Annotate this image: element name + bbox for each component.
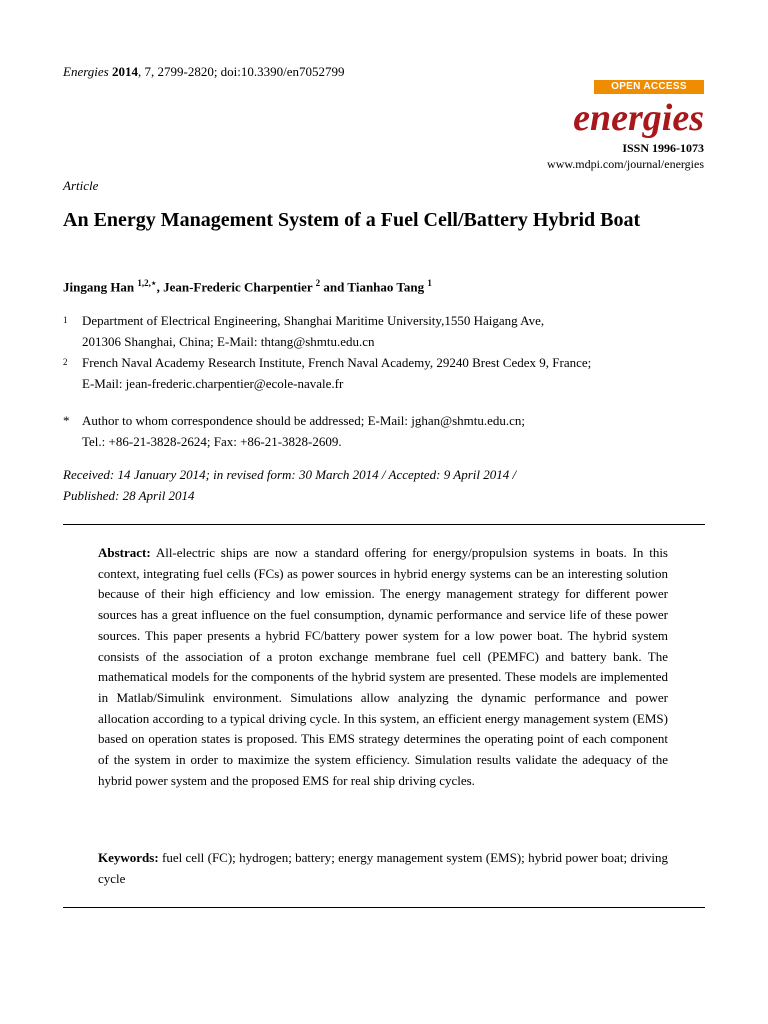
correspondence-mark: * xyxy=(63,413,70,428)
author-affiliation-mark: 1,2,⋆ xyxy=(137,278,157,288)
affiliation-text xyxy=(82,352,702,394)
affiliation-line: Department of Electrical Engineering, Shanghai Maritime University,1550 Haigang Ave, xyxy=(82,313,545,328)
correspondence-line: Tel.: +86-21-3828-2624; Fax: +86-21-3828-2609. xyxy=(82,434,342,449)
author-affiliation-mark: 1 xyxy=(427,278,432,288)
open-access-badge: OPEN ACCESS xyxy=(594,80,704,94)
journal-logo: energies xyxy=(573,97,704,139)
divider-bottom xyxy=(63,907,705,908)
dates-line: Published: 28 April 2014 xyxy=(63,488,195,503)
author-affiliation-mark: 2 xyxy=(315,278,321,288)
correspondence-line: Author to whom correspondence should be addressed; E-Mail: jghan@shmtu.edu.cn; xyxy=(82,413,526,428)
correspondence-note xyxy=(63,410,713,452)
affiliation-line: E-Mail: jean-frederic.charpentier@ecole-navale.fr xyxy=(82,376,344,391)
abstract-label: Abstract: xyxy=(98,545,151,560)
affiliation-mark: 2 xyxy=(63,357,68,367)
affiliation-2 xyxy=(63,352,713,394)
author-name: Jingang Han xyxy=(63,279,135,295)
issn: ISSN 1996-1073 xyxy=(622,141,704,155)
dates-line: Received: 14 January 2014; in revised form: 30 March 2014 / Accepted: 9 April 2014 / xyxy=(63,467,517,482)
author-separator: , xyxy=(156,279,164,295)
citation-volume-pages: , 7, 2799-2820; doi:10.3390/en7052799 xyxy=(137,64,345,79)
keywords-text: fuel cell (FC); hydrogen; battery; energy management system (EMS); hybrid power boat; driving cycle xyxy=(98,850,669,886)
author-list xyxy=(63,278,432,295)
publication-dates xyxy=(63,464,663,506)
article-title: An Energy Management System of a Fuel Cell/Battery Hybrid Boat xyxy=(63,209,641,231)
journal-url[interactable]: www.mdpi.com/journal/energies xyxy=(547,157,704,171)
article-type: Article xyxy=(63,178,99,193)
divider-top xyxy=(63,524,705,525)
affiliation-text xyxy=(82,310,702,352)
citation-year: 2014 xyxy=(111,64,138,79)
abstract-text: All-electric ships are now a standard offering for energy/propulsion systems in boats. In this context, integrating fuel cells (FCs) as power sources in hybrid energy systems can be an interesting solution because of their high efficiency and low emission. The energy management strategy for different power sources has a great influence on the fuel consumption, dynamic performance and service life of these power sources. This paper presents a hybrid FC/battery power system for a low power boat. The hybrid system consists of the association of a proton exchange membrane fuel cell (PEMFC) and battery bank. The mathematical models for the components of the hybrid system are presented. These models are implemented in Matlab/Simulink environment. Simulations allow analyzing the dynamic performance and power allocation according to a typical driving cycle. In this system, an efficient energy management system (EMS) based on operation states is proposed. This EMS strategy determines the operating point of each component of the system in order to maximize the system efficiency. Simulation results validate the adequacy of the hybrid power system and the proposed EMS for real ship driving cycles. xyxy=(98,545,668,788)
affiliation-1 xyxy=(63,310,713,352)
abstract xyxy=(98,543,668,791)
keywords-label: Keywords: xyxy=(98,850,159,865)
affiliation-line: 201306 Shanghai, China; E-Mail: thtang@shmtu.edu.cn xyxy=(82,334,375,349)
author-separator: and xyxy=(320,279,348,295)
correspondence-text xyxy=(82,410,702,452)
author-name: Tianhao Tang xyxy=(347,279,425,295)
citation-line xyxy=(63,64,345,80)
keywords xyxy=(98,847,668,889)
author-name: Jean-Frederic Charpentier xyxy=(163,279,313,295)
affiliation-mark: 1 xyxy=(63,315,68,325)
journal-name: Energies xyxy=(63,64,109,79)
affiliation-line: French Naval Academy Research Institute, French Naval Academy, 29240 Brest Cedex 9, France; xyxy=(82,355,592,370)
